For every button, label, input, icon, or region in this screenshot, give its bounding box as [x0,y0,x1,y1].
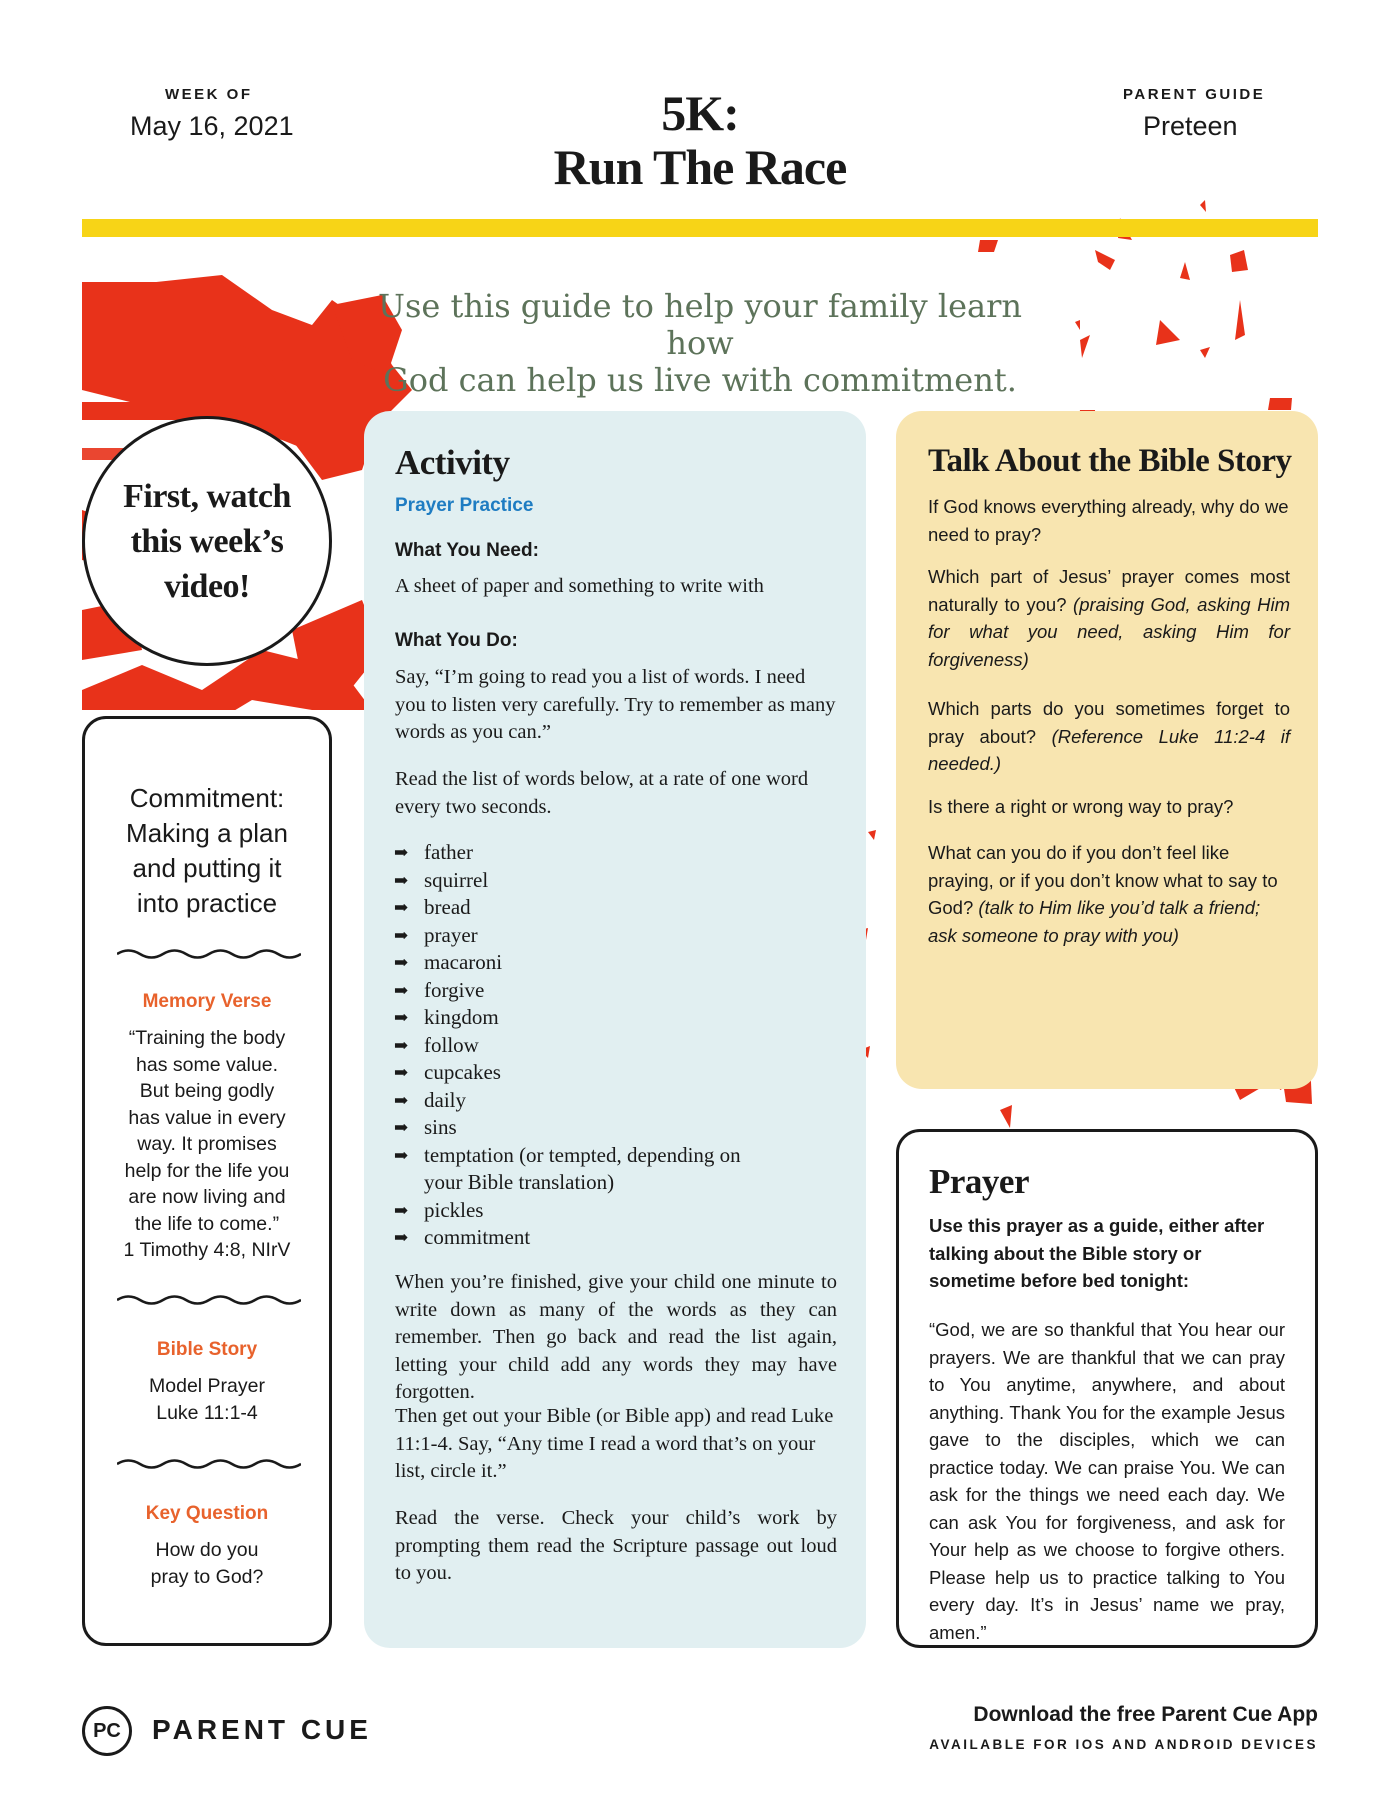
activity-step-3: When you’re finished, give your child one minute to write down as many of the words as they can remember. Then go back and read the list again, letting your child add any words they may have forgotten. [395,1271,837,1403]
word: forgive [424,977,485,1002]
verse-line: the life to come.” [134,1212,280,1235]
activity-step-2: Read the list of words below, at a rate of one word every two seconds. [395,768,809,818]
arrow-right-icon: ➡ [394,953,409,972]
arrow-right-icon: ➡ [394,1008,409,1027]
verse-line: But being godly [139,1080,275,1102]
arrow-right-icon: ➡ [394,1228,409,1247]
arrow-right-icon: ➡ [394,980,409,1000]
discussion-question-3 [928,695,1290,778]
discussion-question-2 [928,563,1290,673]
word: pickles [424,1197,484,1222]
verse-line: “Training the body [128,1027,286,1049]
word: bread [424,895,471,919]
talk-title: Talk About the Bible Story [928,443,1292,479]
prayer-card [896,1129,1318,1648]
bible-story-line: Model Prayer [149,1375,265,1397]
list-item [372,1197,812,1225]
list-item [372,1114,812,1142]
word: macaroni [424,950,503,974]
prayer-instructions: Use this prayer as a guide, either after talking about the Bible story or sometime before bed tonight: [929,1215,1265,1291]
list-item [372,839,812,867]
key-question-line: How do you [155,1539,259,1561]
question-note: (praising God, asking Him for what you need, asking Him for forgiveness) [928,593,1290,670]
word-list [372,839,812,1252]
word: commitment [424,1225,531,1249]
word: daily [424,1087,466,1112]
verse-line: has value in every [128,1106,286,1129]
bible-story-text [93,1373,321,1426]
verse-line: help for the life you [124,1159,290,1182]
question-text: Which parts do you sometimes forget to pray about? [928,698,1290,747]
word: follow [424,1032,479,1057]
header-divider [82,219,1318,237]
arrow-right-icon: ➡ [394,1200,409,1220]
watch-video-text: First, watch this week’s video! [123,477,291,605]
key-question-heading: Key Question [145,1503,269,1524]
summary-card [82,716,332,1646]
list-item [372,894,812,922]
commitment-line: Commitment: [129,783,285,813]
list-item [372,1087,812,1115]
activity-title: Activity [395,443,510,482]
list-item [372,949,812,977]
arrow-right-icon: ➡ [394,1090,409,1110]
key-question-text [93,1537,321,1590]
verse-line: way. It promises [137,1133,277,1155]
intro-text [360,288,1040,399]
activity-card [364,411,866,1648]
verse-line: has some value. [136,1053,278,1076]
word: sins [424,1115,457,1139]
intro-line-2: God can help us live with commitment. [383,361,1017,399]
question-note: (Reference Luke 11:2-4 if needed.) [928,725,1290,774]
watch-video-callout[interactable] [82,416,332,666]
memory-verse-heading: Memory Verse [142,991,272,1012]
activity-subtitle: Prayer Practice [395,495,534,516]
word: squirrel [424,867,489,892]
commitment-line: into practice [136,888,278,918]
list-item [372,1004,812,1032]
verse-line: are now living and [128,1186,286,1208]
wave-divider [117,1457,301,1471]
list-item [372,922,812,950]
commitment-statement [95,781,319,921]
bible-story-heading: Bible Story [156,1339,258,1360]
prayer-text: “God, we are so thankful that You hear our prayers. We are thankful that we can pray to You anytime, anywhere, and about anything. Thank You for the example Jesus gave to the disciples, which we can practice today. We can praise You. We can ask for the things we need each day. We can ask You for forgiveness, and ask for Your help as we choose to forgive others. Please help us to practice talking to You every day. It’s in Jesus’ name we pray, amen.” [929,1319,1285,1643]
question-text: Which part of Jesus’ prayer comes most naturally to you? [928,566,1290,615]
discussion-question-1: If God knows everything already, why do we need to pray? [928,496,1289,545]
key-question-line: pray to God? [150,1565,264,1588]
parent-cue-wordmark[interactable]: PARENT CUE [152,1714,372,1745]
activity-step-5: Read the verse. Check your child’s work by prompting them read the Scripture passage out loud to you. [395,1507,837,1584]
arrow-right-icon: ➡ [394,1145,409,1165]
list-item [372,1224,812,1252]
word: cupcakes [424,1060,501,1084]
word: kingdom [424,1005,499,1029]
list-item [372,1032,812,1060]
arrow-right-icon: ➡ [394,898,409,917]
verse-reference: 1 Timothy 4:8, NIrV [123,1239,291,1261]
arrow-right-icon: ➡ [394,1035,409,1055]
memory-verse-text [93,1025,321,1264]
activity-step-1: Say, “I’m going to read you a list of words. I need you to listen very carefully. Try to remember as many words as you can.” [395,666,836,743]
word: temptation (or tempted, depending on your Bible translation) [424,1142,741,1194]
page-title [450,86,950,194]
list-item [372,977,812,1005]
talk-about-card [896,411,1318,1089]
title-line-1: 5K: [661,85,739,141]
download-app-link[interactable]: Download the free Parent Cue App [973,1703,1318,1726]
wave-divider [117,1293,301,1307]
prayer-title: Prayer [929,1162,1029,1201]
arrow-right-icon: ➡ [394,925,409,945]
commitment-line: Making a plan [126,818,288,848]
bible-story-line: Luke 11:1-4 [156,1401,258,1424]
intro-line-1: Use this guide to help your family learn how [377,287,1022,362]
wave-divider [117,947,301,961]
word: father [424,840,473,864]
week-of-label: WEEK OF [165,86,253,103]
arrow-right-icon: ➡ [394,843,409,862]
week-date: May 16, 2021 [130,111,294,141]
activity-step-4: Then get out your Bible (or Bible app) and read Luke 11:1-4. Say, “Any time I read a word that’s on your list, circle it.” [395,1405,834,1482]
word: prayer [424,922,478,947]
list-item [372,1142,764,1197]
title-line-2: Run The Race [553,139,847,195]
discussion-question-4: Is there a right or wrong way to pray? [928,796,1234,817]
list-item [372,867,812,895]
arrow-right-icon: ➡ [394,1063,409,1082]
parent-guide-label: PARENT GUIDE [1123,86,1266,103]
commitment-line: and putting it [132,853,282,883]
question-note: (talk to Him like you’d talk a friend; ask someone to pray with you) [928,897,1261,946]
arrow-right-icon: ➡ [394,870,409,890]
what-you-do-label: What You Do: [395,630,518,651]
parent-cue-logo[interactable]: PC [82,1706,132,1756]
discussion-question-5 [928,839,1290,949]
question-text: What can you do if you don’t feel like praying, or if you don’t know what to say to God? [928,842,1278,918]
what-you-need-text: A sheet of paper and something to write with [395,575,764,597]
available-platforms: AVAILABLE FOR IOS AND ANDROID DEVICES [929,1737,1318,1752]
what-you-need-label: What You Need: [395,540,539,561]
guide-audience: Preteen [1143,111,1238,141]
arrow-right-icon: ➡ [394,1118,409,1137]
list-item [372,1059,812,1087]
